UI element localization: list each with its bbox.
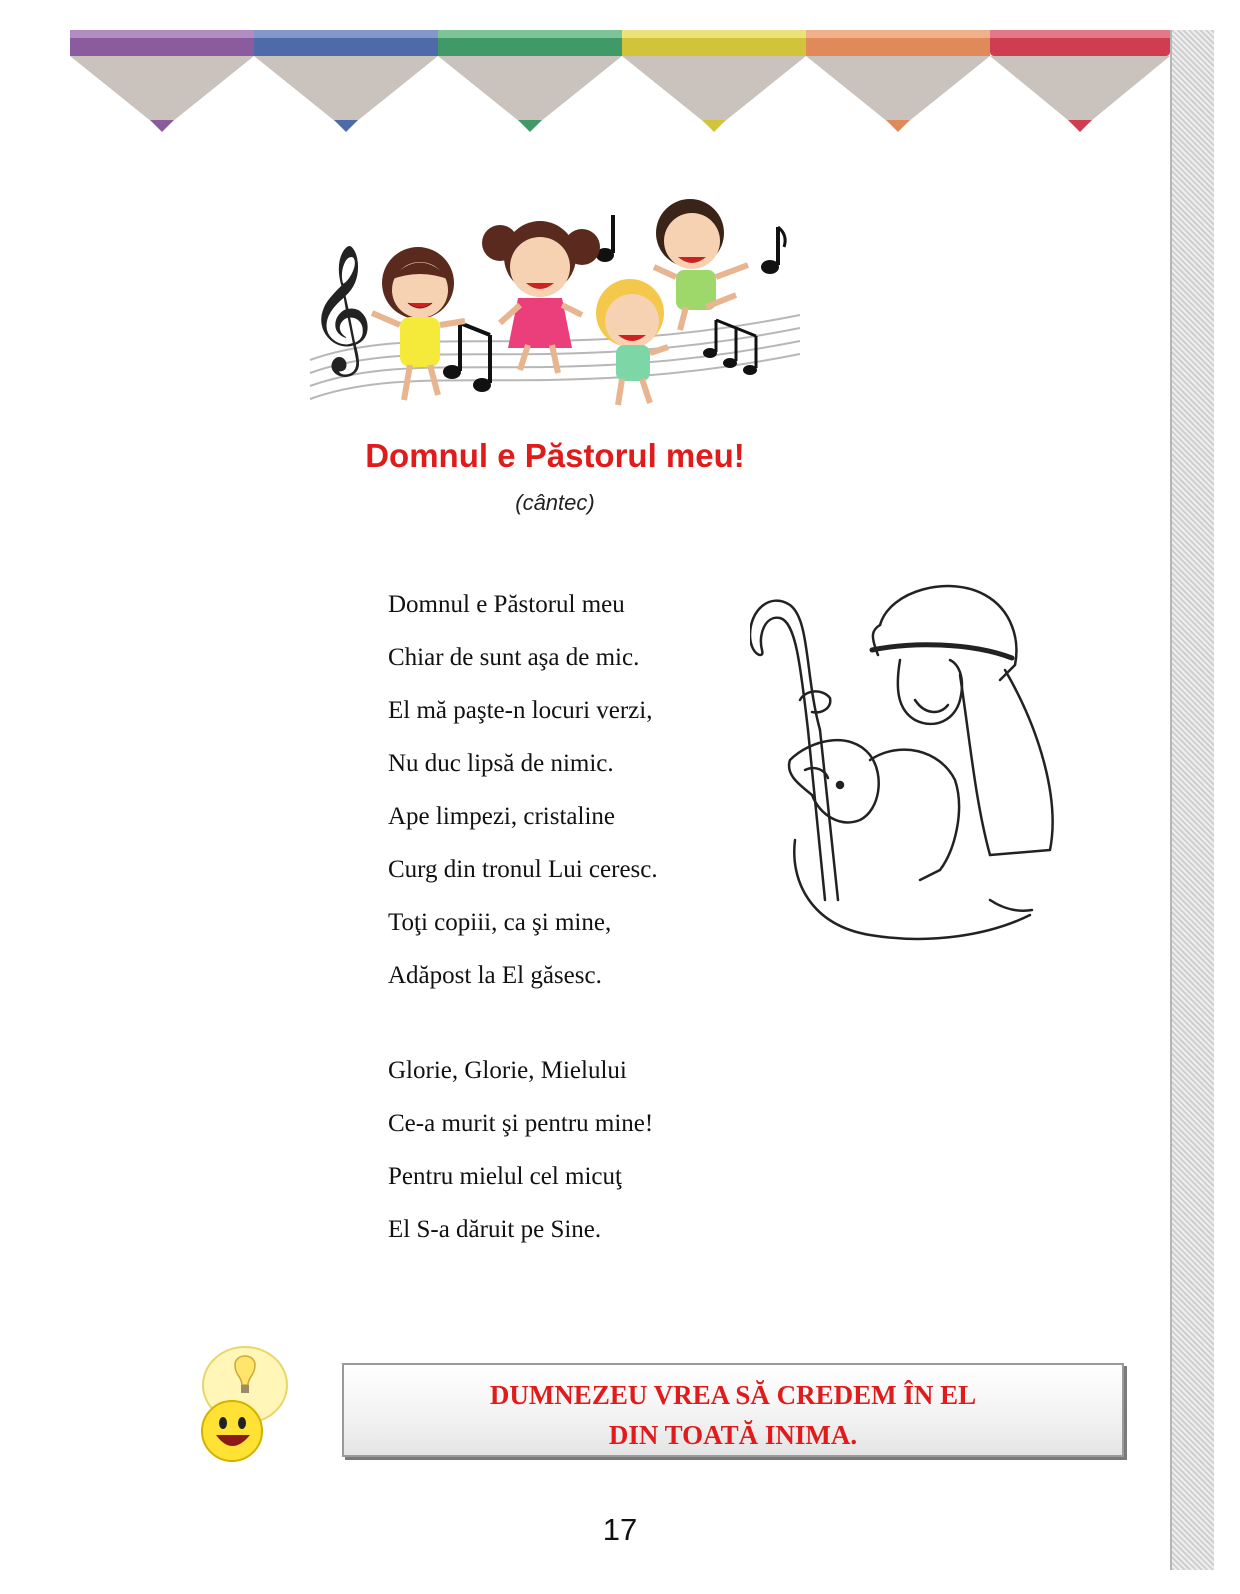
key-message-line-1: DUMNEZEU VREA SĂ CREDEM ÎN EL (489, 1380, 977, 1410)
song-subtitle: (cântec) (515, 490, 595, 515)
verse-stanza (388, 578, 658, 1002)
svg-text:𝄞: 𝄞 (308, 243, 374, 371)
key-message-box (342, 1363, 1124, 1457)
song-title: Domnul e Păstorul meu! (365, 437, 745, 474)
dancing-children-music-icon (300, 195, 810, 420)
verse-line: Adăpost la El găsesc. (388, 962, 602, 989)
verse-line: Toţi copiii, ca şi mine, (388, 909, 612, 936)
crayon-border-icon (70, 30, 1170, 140)
crayon-purple (70, 30, 254, 132)
crayon-green (438, 30, 622, 132)
key-message-line-2: DIN TOATĂ INIMA. (608, 1420, 858, 1450)
verse-line: Domnul e Păstorul meu (388, 591, 625, 618)
page-edge-strip (1170, 30, 1214, 1570)
verse-line: Ape limpezi, cristaline (388, 803, 616, 830)
verse-line: Chiar de sunt aşa de mic. (388, 644, 640, 671)
crayon-yellow (622, 30, 806, 132)
child-3 (596, 279, 668, 405)
crayon-red (990, 30, 1170, 132)
chorus-line: Pentru mielul cel micuţ (388, 1163, 622, 1190)
chorus-stanza (388, 1044, 653, 1256)
verse-line: Nu duc lipsă de nimic. (388, 750, 614, 777)
crayon-blue (254, 30, 438, 132)
verse-line: Curg din tronul Lui ceresc. (388, 856, 658, 883)
chorus-line: El S-a dăruit pe Sine. (388, 1216, 602, 1243)
crayon-orange (806, 30, 990, 132)
child-4 (654, 199, 748, 330)
page-number: 17 (602, 1512, 638, 1547)
chorus-line: Glorie, Glorie, Mielului (388, 1057, 627, 1084)
shepherd-with-lamb-icon (750, 580, 1085, 952)
child-2 (482, 221, 600, 373)
verse-line: El mă paşte-n locuri verzi, (388, 697, 653, 724)
chorus-line: Ce-a murit şi pentru mine! (388, 1110, 654, 1137)
lightbulb-smiley-icon (190, 1345, 290, 1463)
